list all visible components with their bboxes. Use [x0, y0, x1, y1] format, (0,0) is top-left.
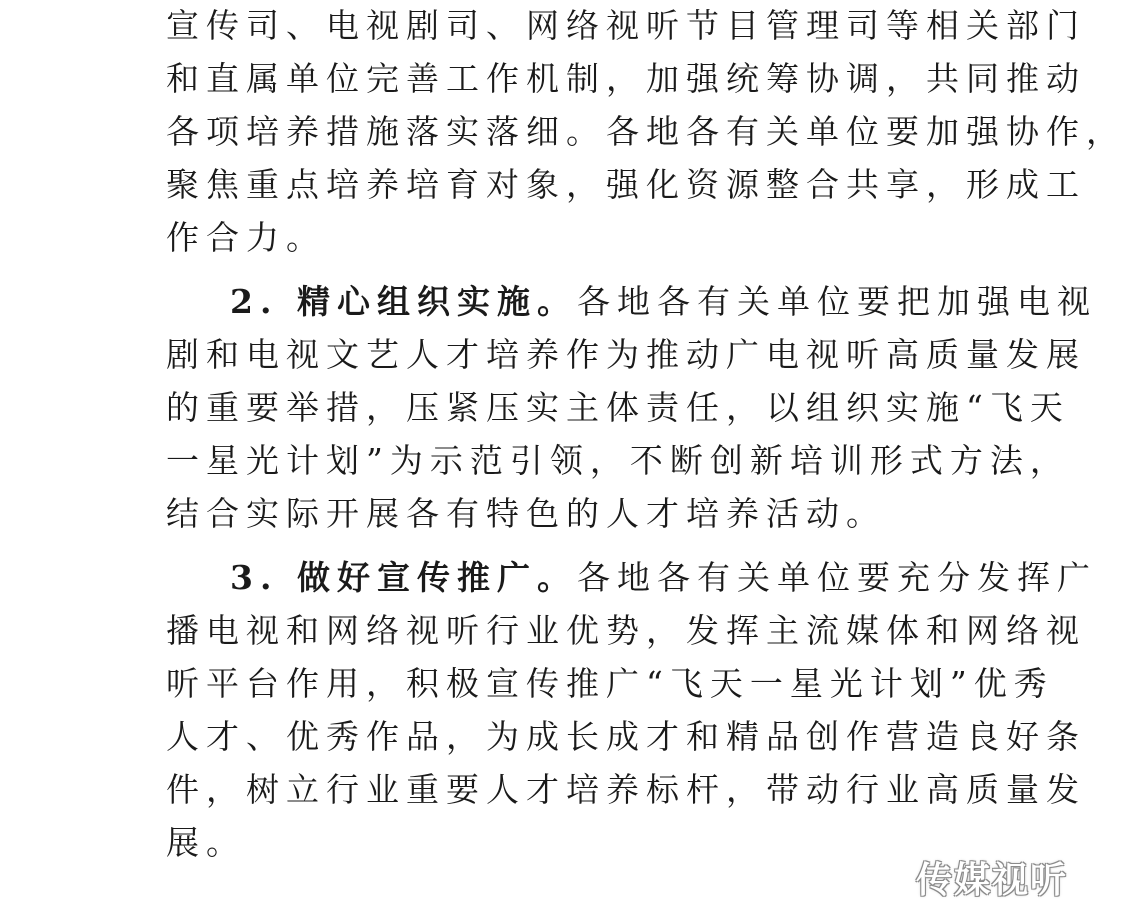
text-line: 的重要举措，压紧压实主体责任，以组织实施“飞天 — [166, 388, 1070, 427]
section-2-first-line — [230, 276, 1097, 328]
text-line: 剧和电视文艺人才培养作为推动广电视听高质量发展 — [166, 335, 1086, 374]
text-line: 展。 — [166, 823, 246, 862]
text-line: 件，树立行业重要人才培养标杆，带动行业高质量发 — [166, 770, 1086, 809]
section-3-text: 各地各有关单位要充分发挥广 — [576, 558, 1097, 597]
text-line: 宣传司、电视剧司、网络视听节目管理司等相关部门 — [166, 6, 1086, 45]
text-line: 一星光计划”为示范引领，不断创新培训形式方法， — [166, 441, 1070, 480]
text-line: 结合实际开展各有特色的人才培养活动。 — [166, 494, 886, 533]
text-line: 和直属单位完善工作机制，加强统筹协调，共同推动 — [166, 59, 1086, 98]
section-3-first-line — [230, 552, 1097, 604]
section-2-heading: 2. 精心组织实施。 — [230, 282, 577, 321]
text-line: 播电视和网络视听行业优势，发挥主流媒体和网络视 — [166, 611, 1086, 650]
text-line: 作合力。 — [166, 218, 326, 257]
watermark: 传媒视听 — [915, 860, 1068, 901]
text-line: 聚焦重点培养培育对象，强化资源整合共享，形成工 — [166, 165, 1086, 204]
section-3-heading: 3. 做好宣传推广。 — [230, 558, 577, 597]
text-line: 人才、优秀作品，为成长成才和精品创作营造良好条 — [166, 717, 1086, 756]
text-line: 听平台作用，积极宣传推广“飞天一星光计划”优秀 — [166, 664, 1054, 703]
section-2-text: 各地各有关单位要把加强电视 — [576, 282, 1097, 321]
text-line: 各项培养措施落实落细。各地各有关单位要加强协作， — [166, 112, 1126, 151]
